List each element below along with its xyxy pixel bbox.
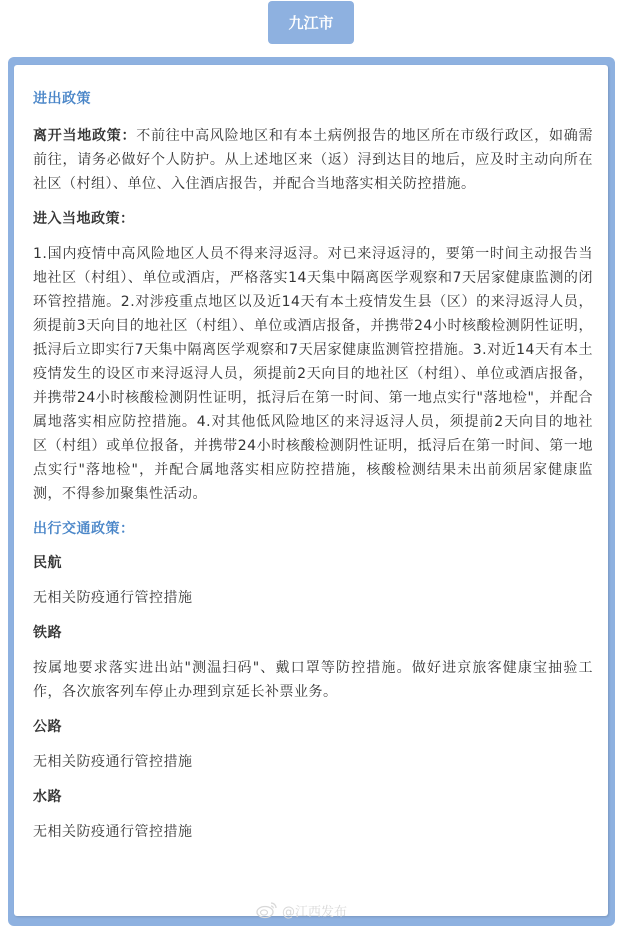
- section-title-entry-exit: 进出政策: [33, 91, 91, 107]
- transport-text-water: 无相关防疫通行管控措施: [33, 824, 193, 840]
- transport-text-rail: 按属地要求落实进出站"测温扫码"、戴口罩等防控措施。做好进京旅客健康宝抽验工作，各次旅客列车停止办理到京延长补票业务。: [33, 660, 593, 700]
- transport-mode-road: 公路: [33, 719, 62, 735]
- leave-policy-text: 不前往中高风险地区和有本土病例报告的地区所在市级行政区，如确需前往，请务必做好个人防护。从上述地区来（返）浔到达目的地后，应及时主动向所在社区（村组）、单位、入住酒店报告，并配合当地落实相关防控措施。: [33, 128, 593, 192]
- leave-policy-label: 离开当地政策：: [33, 128, 137, 144]
- policy-content: [33, 88, 593, 856]
- transport-text-road: 无相关防疫通行管控措施: [33, 754, 193, 770]
- enter-policy-text: 1.国内疫情中高风险地区人员不得来浔返浔。对已来浔返浔的，要第一时间主动报告当地社区（村组）、单位或酒店，严格落实14天集中隔离医学观察和7天居家健康监测的闭环管控措施。2.对涉疫重点地区以及近14天有本土疫情发生县（区）的来浔返浔人员，须提前3天向目的地社区（村组）、单位或酒店报备，并携带24小时核酸检测阴性证明，抵浔后立即实行7天集中隔离医学观察和7天居家健康监测管控措施。3.对近14天有本土疫情发生的设区市来浔返浔人员，须提前2天向目的地社区（村组）、单位或酒店报备，并携带24小时核酸检测阴性证明，抵浔后在第一时间、第一地点实行"落地检"，并配合属地落实相应防控措施。4.对其他低风险地区的来浔返浔人员，须提前2天向目的地社区（村组）或单位报备，并携带24小时核酸检测阴性证明，抵浔后在第一时间、第一地点实行"落地检"，并配合属地落实相应防控措施，核酸检测结果未出前须居家健康监测，不得参加聚集性活动。: [33, 246, 593, 502]
- city-tab: [268, 1, 354, 44]
- transport-text-air: 无相关防疫通行管控措施: [33, 590, 193, 606]
- city-label: 九江市: [288, 14, 334, 32]
- transport-mode-air: 民航: [33, 555, 62, 571]
- transport-mode-rail: 铁路: [33, 625, 62, 641]
- watermark-text: @江西发布: [282, 904, 348, 920]
- weibo-icon: [256, 901, 278, 919]
- enter-policy-label: 进入当地政策：: [33, 211, 135, 227]
- watermark: [256, 899, 347, 921]
- transport-mode-water: 水路: [33, 789, 62, 805]
- leave-policy: [33, 124, 593, 196]
- section-title-transport: 出行交通政策：: [33, 521, 135, 537]
